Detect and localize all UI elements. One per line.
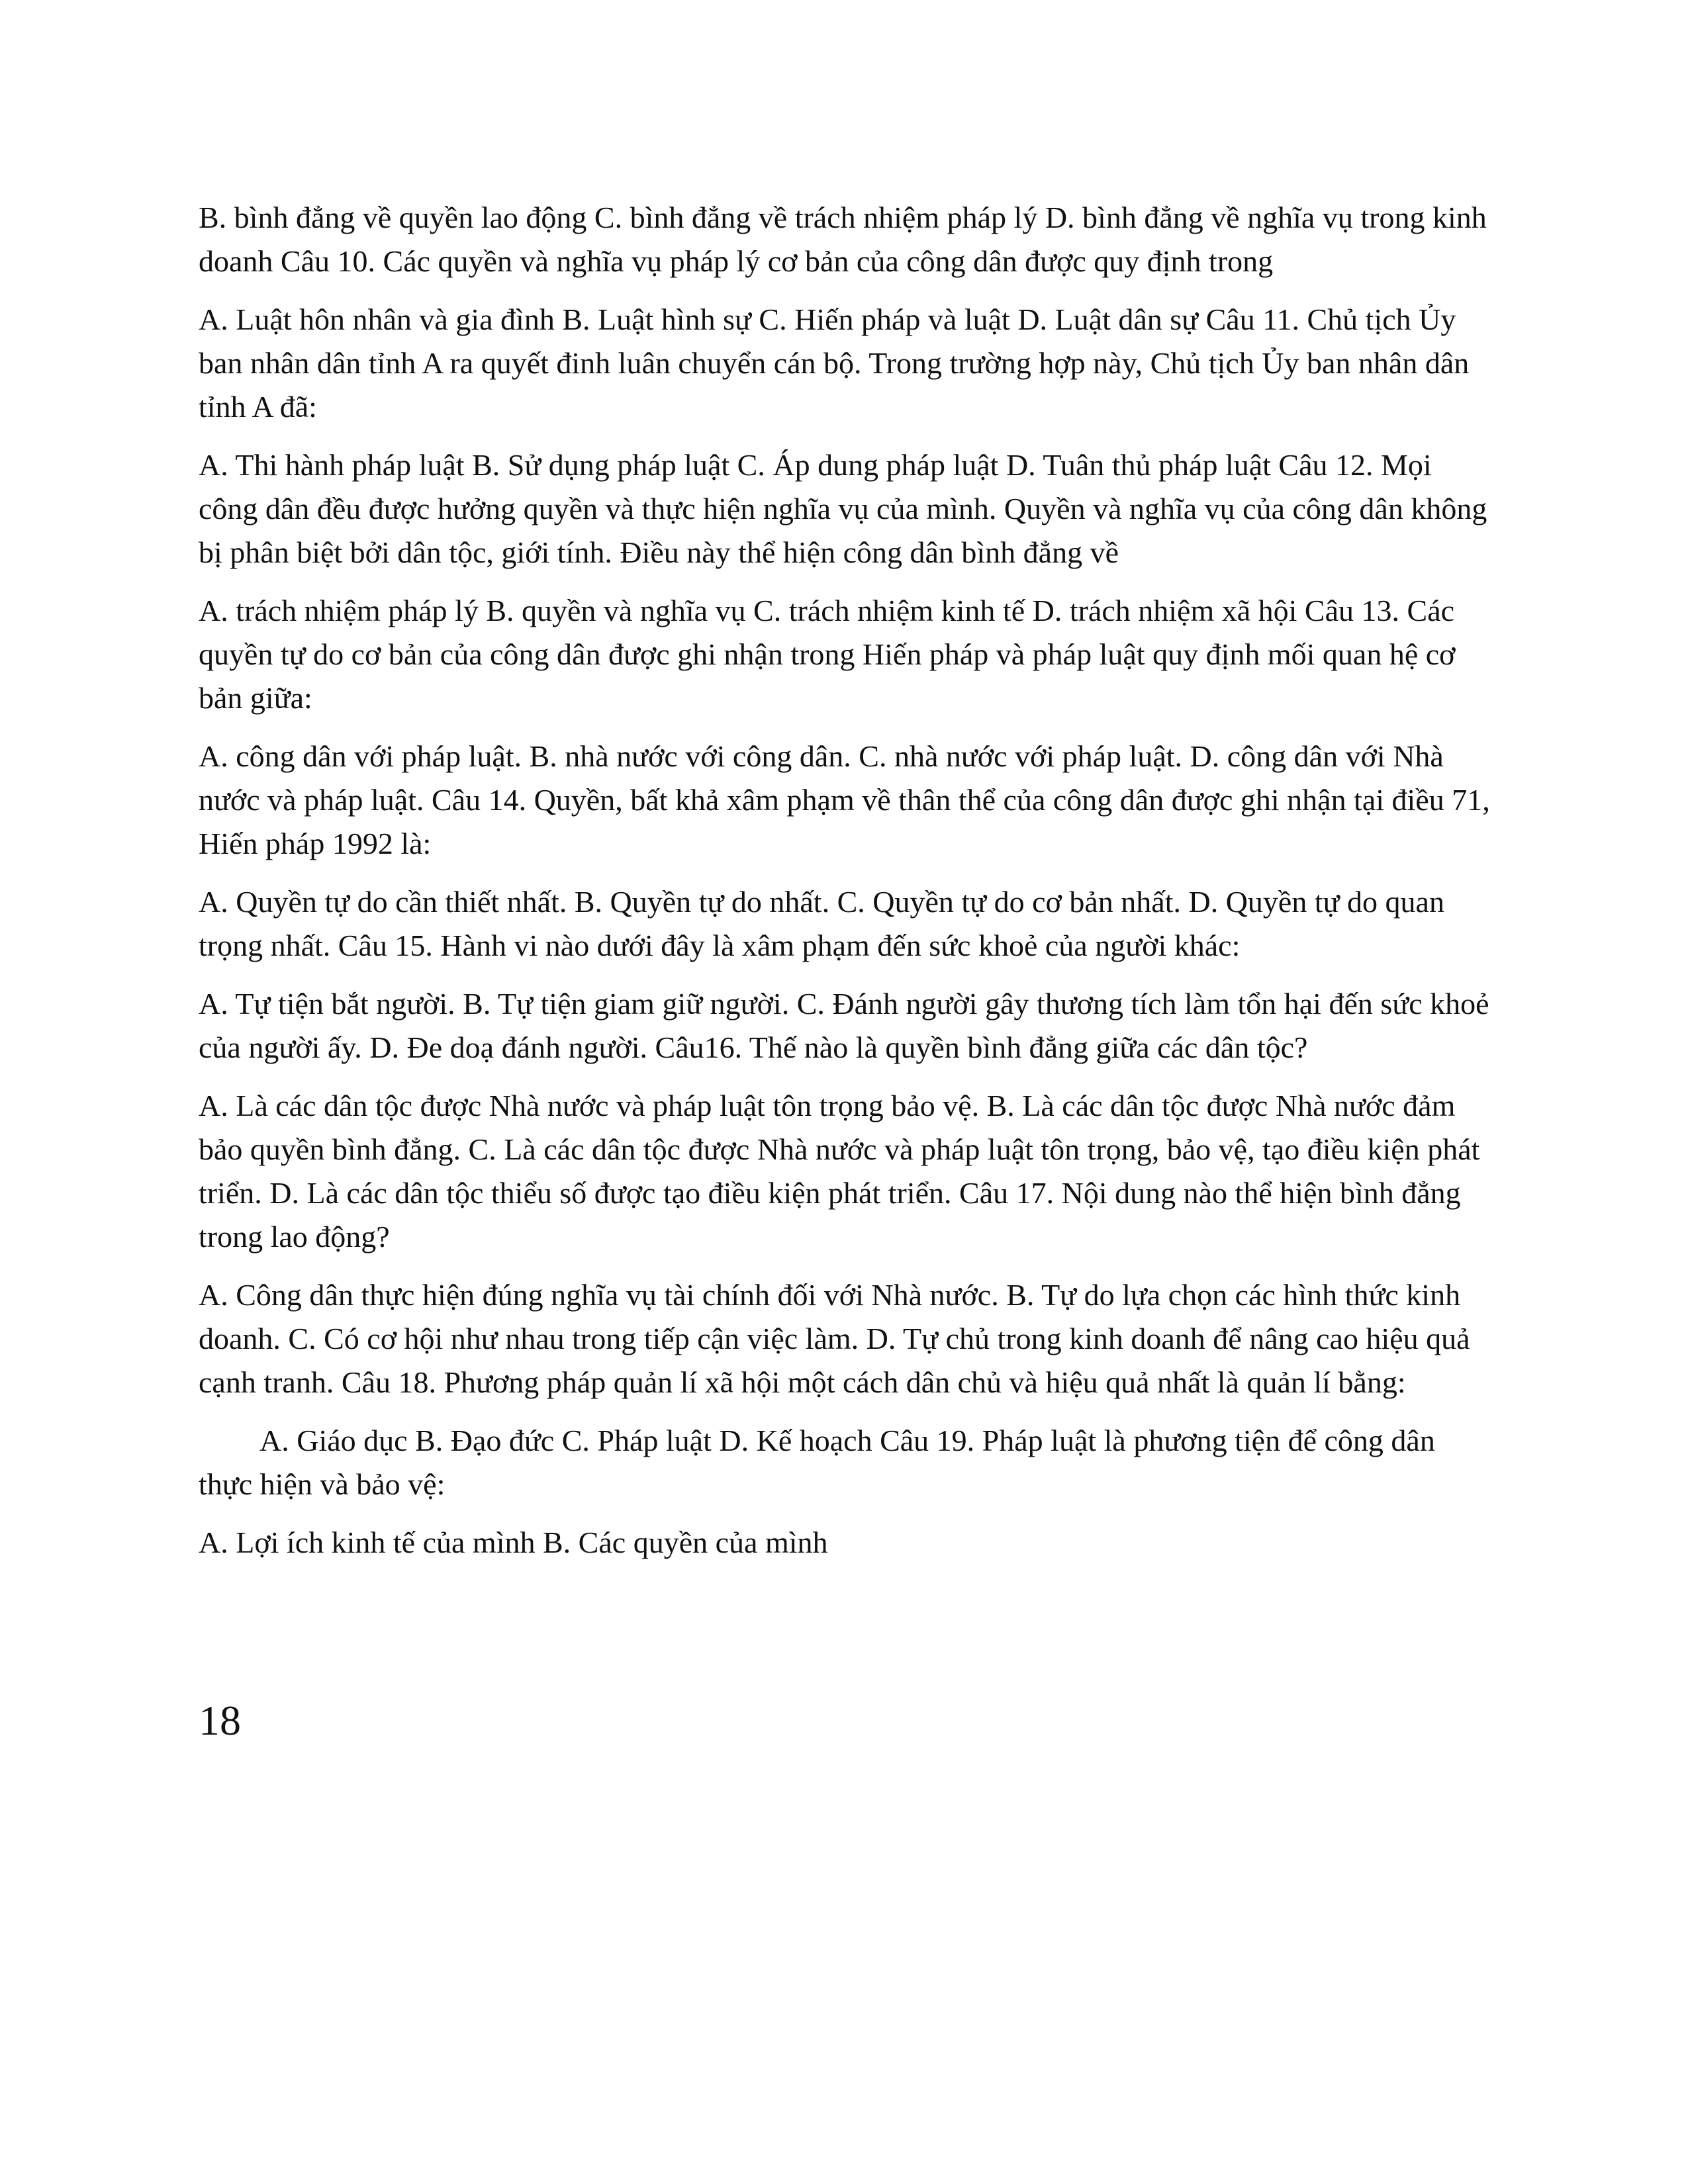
paragraph-cau-15: A. Quyền tự do cần thiết nhất. B. Quyền tự do nhất. C. Quyền tự do cơ bản nhất. D. Quyền tự do quan trọng nhất. Câu 15. Hành vi nào dưới đây là xâm phạm đến sức khoẻ của người khác: — [199, 885, 1444, 962]
paragraph-cau-17: A. Là các dân tộc được Nhà nước và pháp luật tôn trọng bảo vệ. B. Là các dân tộc được Nhà nước đảm bảo quyền bình đẳng. C. Là các dân tộc được Nhà nước và pháp luật tôn trọng, bảo vệ, tạo điều kiện phát triển. D. Là các dân tộc thiểu số được tạo điều kiện phát triển. Câu 17. Nội dung nào thể hiện bình đẳng trong lao động? — [199, 1089, 1480, 1253]
paragraph-cau-13: A. trách nhiệm pháp lý B. quyền và nghĩa vụ C. trách nhiệm kinh tế D. trách nhiệm xã hội Câu 13. Các quyền tự do cơ bản của công dân được ghi nhận trong Hiến pháp và pháp luật quy định mối quan hệ cơ bản giữa: — [199, 594, 1456, 715]
paragraph-cau-19: A. Giáo dục B. Đạo đức C. Pháp luật D. Kế hoạch Câu 19. Pháp luật là phương tiện để công dân thực hiện và bảo vệ: — [199, 1424, 1435, 1501]
paragraph-cau-11: A. Luật hôn nhân và gia đình B. Luật hình sự C. Hiến pháp và luật D. Luật dân sự Câu 11. Chủ tịch Ủy ban nhân dân tỉnh A ra quyết đinh luân chuyển cán bộ. Trong trường hợp này, Chủ tịch Ủy ban nhân dân tỉnh A đã: — [199, 302, 1470, 424]
paragraph-cau-12: A. Thi hành pháp luật B. Sử dụng pháp luật C. Áp dung pháp luật D. Tuân thủ pháp luật Câu 12. Mọi công dân đều được hưởng quyền và thực hiện nghĩa vụ của mình. Quyền và nghĩa vụ của công dân không bị phân biệt bởi dân tộc, giới tính. Điều này thể hiện công dân bình đẳng về — [199, 448, 1487, 569]
page-number: 18 — [199, 1697, 241, 1744]
paragraph-cau-19-answers: A. Lợi ích kinh tế của mình B. Các quyền của mình — [199, 1525, 828, 1559]
paragraph-cau-14: A. công dân với pháp luật. B. nhà nước với công dân. C. nhà nước với pháp luật. D. công dân với Nhà nước và pháp luật. Câu 14. Quyền, bất khả xâm phạm về thân thể của công dân được ghi nhận tại điều 71, Hiến pháp 1992 là: — [199, 739, 1490, 860]
paragraph-cau-10: B. bình đẳng về quyền lao động C. bình đẳng về trách nhiệm pháp lý D. bình đẳng về nghĩa vụ trong kinh doanh Câu 10. Các quyền và nghĩa vụ pháp lý cơ bản của công dân được quy định trong — [199, 201, 1487, 278]
paragraph-cau-18: A. Công dân thực hiện đúng nghĩa vụ tài chính đối với Nhà nước. B. Tự do lựa chọn các hình thức kinh doanh. C. Có cơ hội như nhau trong tiếp cận việc làm. D. Tự chủ trong kinh doanh để nâng cao hiệu quả cạnh tranh. Câu 18. Phương pháp quản lí xã hội một cách dân chủ và hiệu quả nhất là quản lí bằng: — [199, 1278, 1470, 1399]
document-body — [199, 196, 1496, 1579]
paragraph-cau-16: A. Tự tiện bắt người. B. Tự tiện giam giữ người. C. Đánh người gây thương tích làm tổn hại đến sức khoẻ của người ấy. D. Đe doạ đánh người. Câu16. Thế nào là quyền bình đẳng giữa các dân tộc? — [199, 987, 1489, 1064]
